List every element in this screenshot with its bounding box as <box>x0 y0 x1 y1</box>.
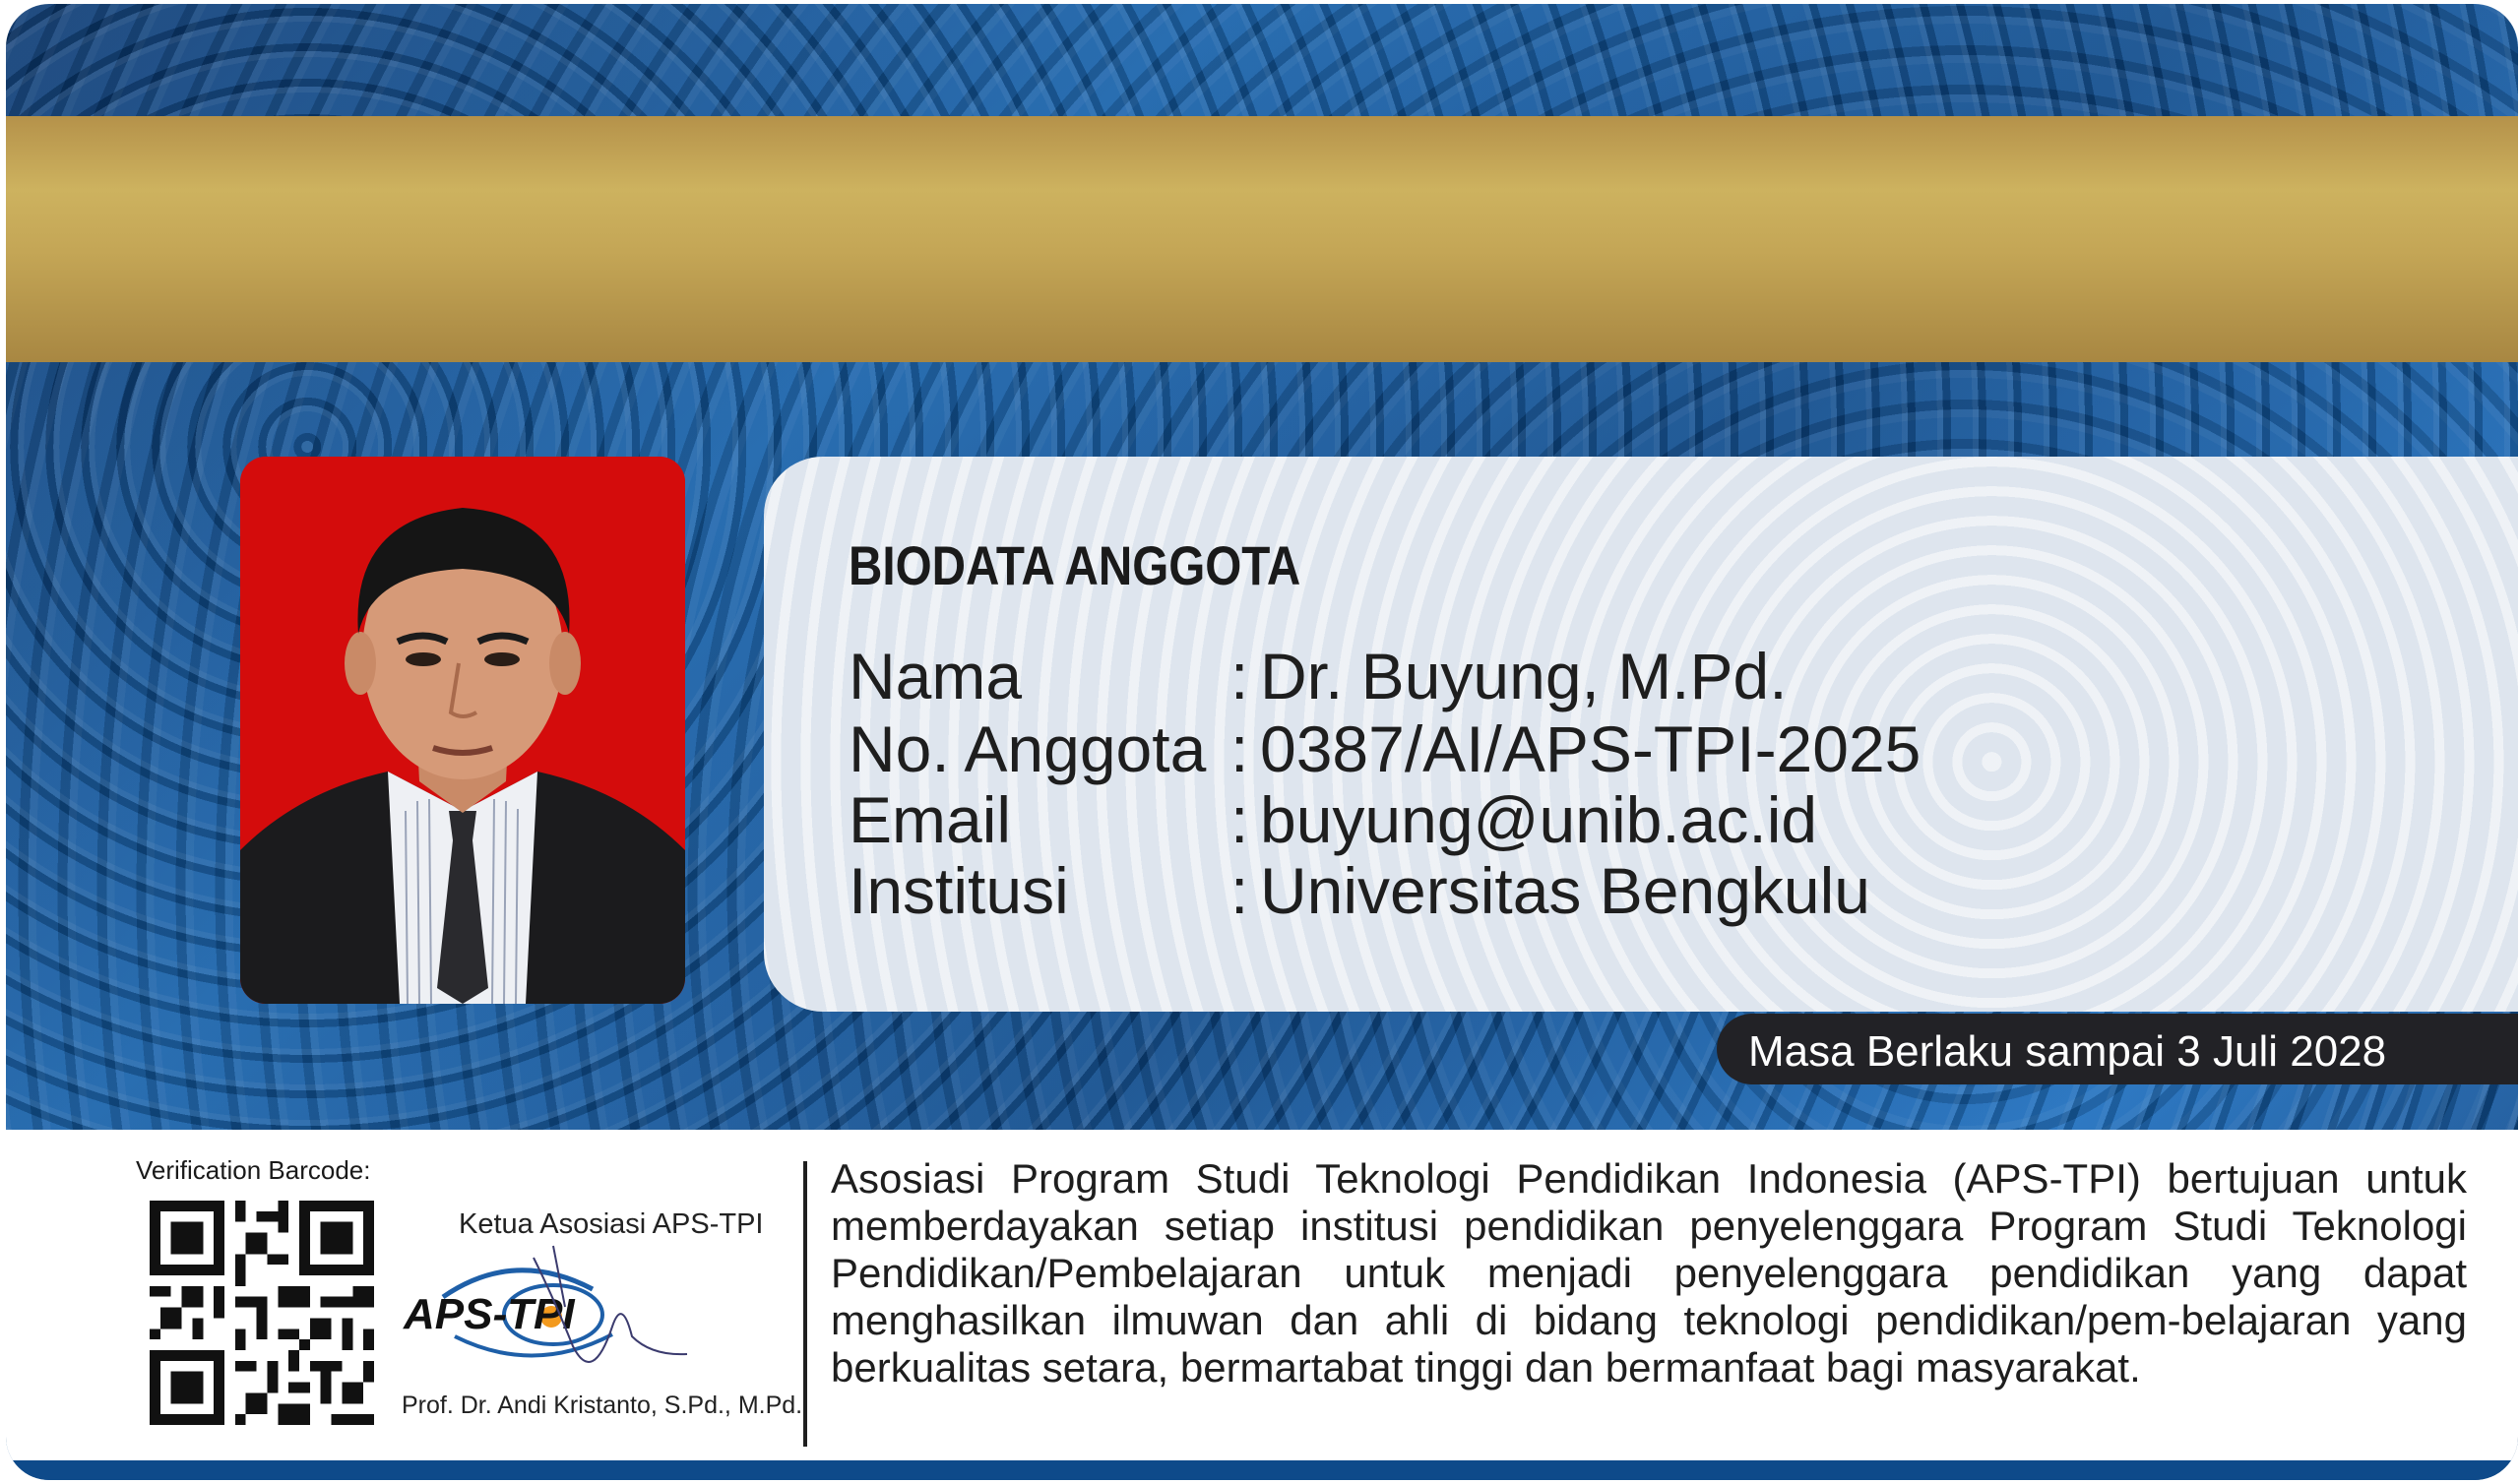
signer-name: Prof. Dr. Andi Kristanto, S.Pd., M.Pd. <box>402 1391 803 1419</box>
colon: : <box>1230 783 1249 856</box>
label-email: Email <box>849 783 1012 856</box>
biodata-panel <box>764 457 2518 1012</box>
biodata-title: BIODATA ANGGOTA <box>849 534 1301 596</box>
logo-text: APS-TPI <box>404 1290 575 1338</box>
label-no-anggota: No. Anggota <box>849 712 1207 785</box>
signature-mark <box>514 1238 691 1386</box>
ketua-label: Ketua Asosiasi APS-TPI <box>459 1208 764 1240</box>
gold-stripe <box>6 116 2518 362</box>
member-photo <box>240 457 685 1004</box>
footer-divider <box>803 1161 807 1447</box>
colon: : <box>1230 712 1249 785</box>
value-email: buyung@unib.ac.id <box>1260 783 1818 856</box>
bottom-edge <box>6 1460 2518 1480</box>
colon: : <box>1230 854 1249 927</box>
validity-text: Masa Berlaku sampai 3 Juli 2028 <box>1748 1027 2387 1076</box>
aps-tpi-logo <box>396 1238 691 1386</box>
value-no-anggota: 0387/AI/APS-TPI-2025 <box>1260 712 1922 785</box>
label-institusi: Institusi <box>849 854 1069 927</box>
label-nama: Nama <box>849 640 1023 712</box>
qr-code-icon <box>150 1201 374 1425</box>
association-description: Asosiasi Program Studi Teknologi Pendidikan Indonesia (APS-TPI) bertujuan untuk memberdayakan setiap institusi pendidikan penyelenggara Program Studi Teknologi Pendidikan/Pembelajaran untuk menjadi penyelenggara pendidikan yang dapat menghasilkan ilmuwan dan ahli di bidang teknologi pendidikan/pem-belajaran yang berkualitas setara, bermartabat tinggi dan bermanfaat bagi masyarakat. <box>831 1155 2467 1391</box>
colon: : <box>1230 640 1249 712</box>
validity-badge <box>1717 1014 2518 1084</box>
value-institusi: Universitas Bengkulu <box>1260 854 1870 927</box>
value-nama: Dr. Buyung, M.Pd. <box>1260 640 1788 712</box>
card-footer <box>6 1130 2518 1460</box>
verification-label: Verification Barcode: <box>136 1155 371 1185</box>
member-card <box>6 4 2518 1480</box>
